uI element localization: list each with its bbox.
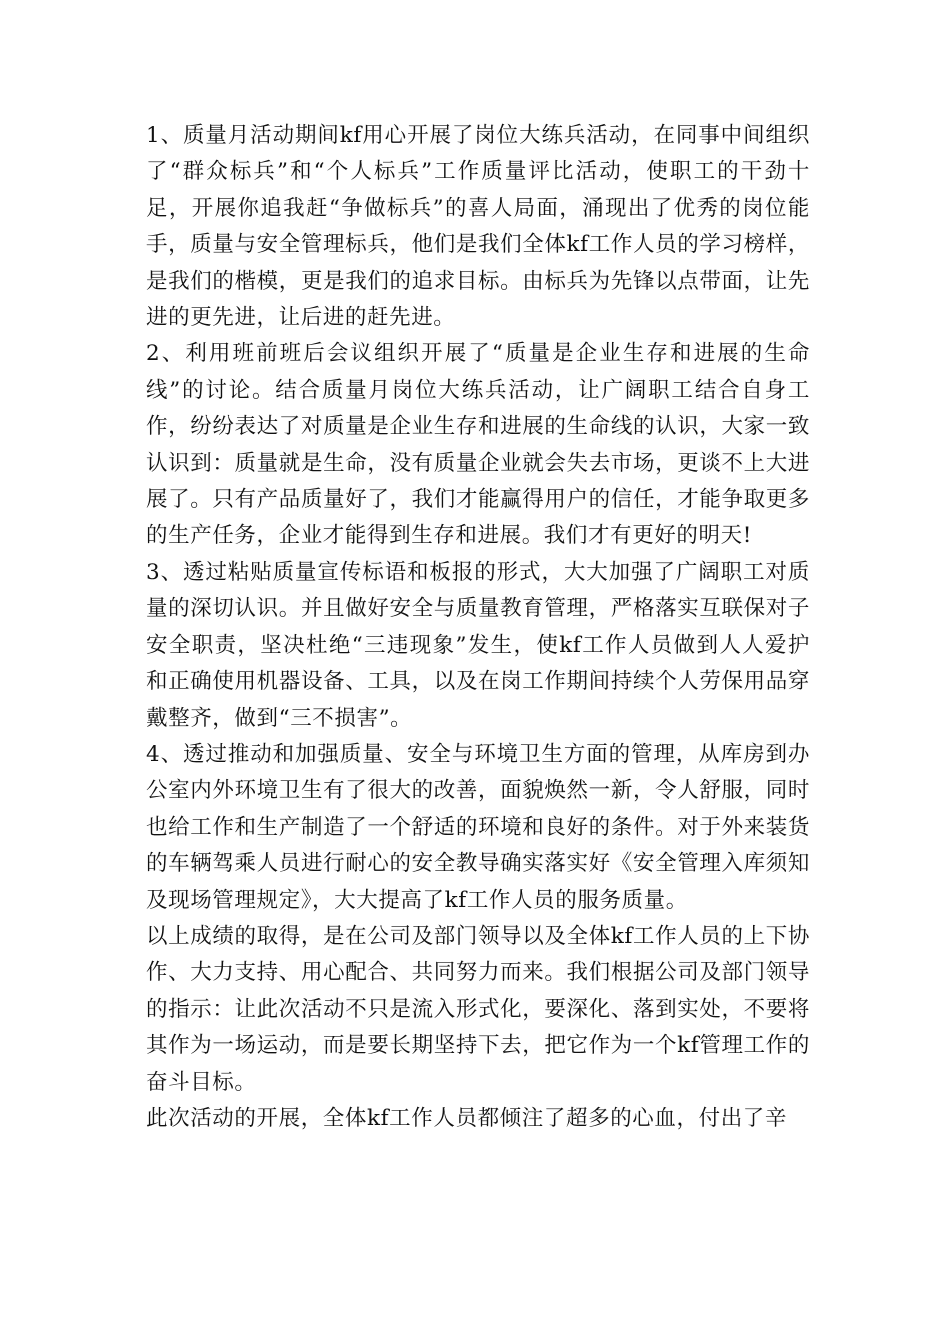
paragraph-item-3: 3、透过粘贴质量宣传标语和板报的形式，大大加强了广阔职工对质量的深切认识。并且做好安全与质量教育管理，严格落实互联保对子安全职责，坚决杜绝“三违现象”发生，使kf工作人员做到人人爱护和正确使用机器设备、工具，以及在岗工作期间持续个人劳保用品穿戴整齐，做到“三不损害”。 xyxy=(146,559,810,731)
paragraph-item-1: 1、质量月活动期间kf用心开展了岗位大练兵活动，在同事中间组织了“群众标兵”和“个人标兵”工作质量评比活动，使职工的干劲十足，开展你追我赶“争做标兵”的喜人局面，涌现出了优秀的岗位能手，质量与安全管理标兵，他们是我们全体kf工作人员的学习榜样，是我们的楷模，更是我们的追求目标。由标兵为先锋以点带面，让先进的更先进，让后进的赶先进。 xyxy=(146,123,810,331)
paragraph-item-4: 4、透过推动和加强质量、安全与环境卫生方面的管理，从库房到办公室内外环境卫生有了很大的改善，面貌焕然一新，令人舒服，同时也给工作和生产制造了一个舒适的环境和良好的条件。对于外来装货的车辆驾乘人员进行耐心的安全教导确实落实好《安全管理入库须知及现场管理规定》，大大提高了kf工作人员的服务质量。 xyxy=(146,741,810,913)
paragraph-continuation: 此次活动的开展，全体kf工作人员都倾注了超多的心血，付出了辛 xyxy=(146,1105,787,1131)
paragraph-item-2: 2、利用班前班后会议组织开展了“质量是企业生存和进展的生命线”的讨论。结合质量月岗位大练兵活动，让广阔职工结合自身工作，纷纷表达了对质量是企业生存和进展的生命线的认识，大家一致认识到：质量就是生命，没有质量企业就会失去市场，更谈不上大进展了。只有产品质量好了，我们才能赢得用户的信任，才能争取更多的生产任务，企业才能得到生存和进展。我们才有更好的明天! xyxy=(146,341,810,549)
document-body xyxy=(146,118,810,1137)
paragraph-summary: 以上成绩的取得，是在公司及部门领导以及全体kf工作人员的上下协作、大力支持、用心配合、共同努力而来。我们根据公司及部门领导的指示：让此次活动不只是流入形式化，要深化、落到实处，不要将其作为一场运动，而是要长期坚持下去，把它作为一个kf管理工作的奋斗目标。 xyxy=(146,923,810,1095)
